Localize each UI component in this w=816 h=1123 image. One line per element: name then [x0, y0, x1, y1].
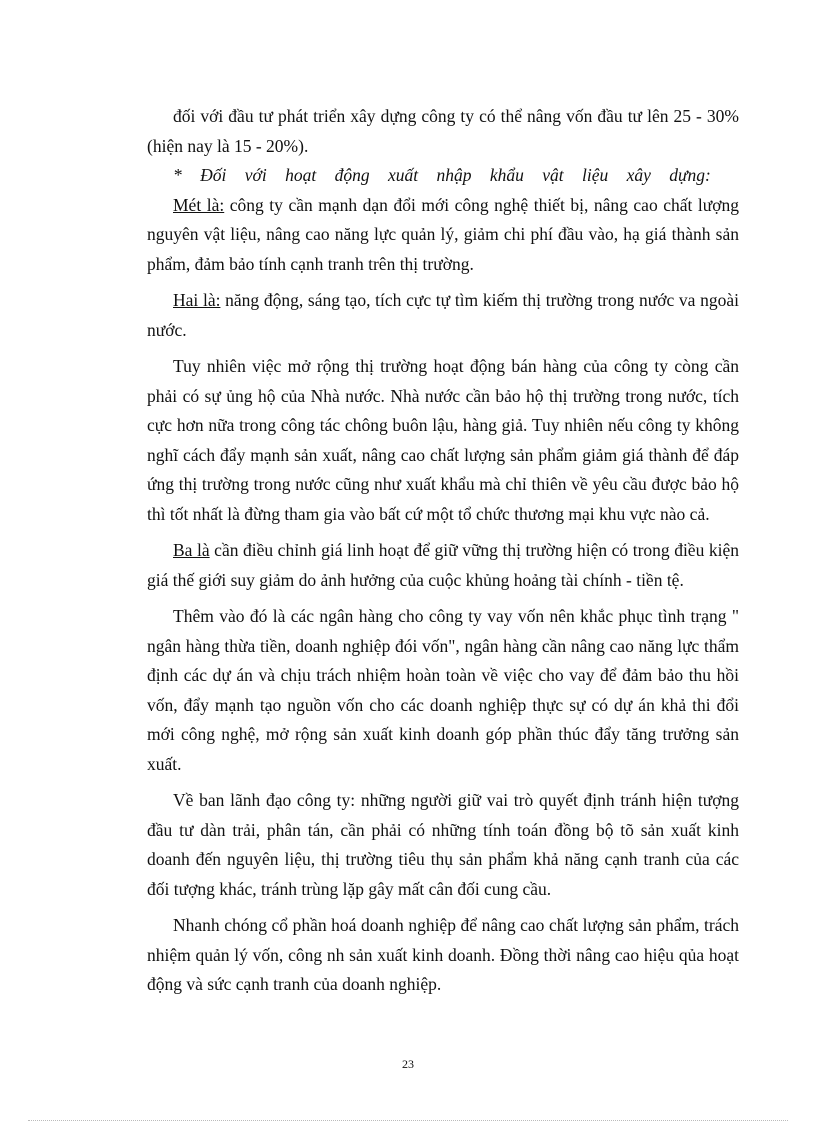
paragraph-1: đối với đầu tư phát triển xây dựng công ty có thể nâng vốn đầu tư lên 25 - 30% (hiện nay là 15 - 20%).: [147, 106, 739, 156]
paragraph-2-heading: * Đối với hoạt động xuất nhập khẩu vật liệu xây dựng:: [173, 165, 711, 185]
page-bottom-divider: [28, 1120, 788, 1121]
page-number: 23: [402, 1057, 414, 1071]
paragraph-4: [147, 286, 739, 345]
paragraph-8: Về ban lãnh đạo công ty: những người giữ vai trò quyết định tránh hiện tượng đầu tư dàn trải, phân tán, cần phải có những tính toán đồng bộ tõ sản xuất kinh doanh đến nguyên liệu, thị trường tiêu thụ sản phẩm khả năng cạnh tranh của các đối tượng khác, tránh trùng lặp gây mất cân đối cung cầu.: [147, 790, 739, 899]
paragraph-5: Tuy nhiên việc mở rộng thị trường hoạt động bán hàng của công ty còng cần phải có sự ủng hộ của Nhà nước. Nhà nước cần bảo hộ thị trường trong nước, tích cực hơn nữa trong công tác chông buôn lậu, hàng giả. Tuy nhiên nếu công ty không nghĩ cách đẩy mạnh sản xuất, nâng cao chất lượng sản phẩm giảm giá thành để đáp ứng thị trường trong nước cũng như xuất khẩu mà chỉ thiên về yêu cầu được bảo hộ thì tốt nhất là đừng tham gia vào bất cứ một tổ chức thương mại khu vực nào cả.: [147, 356, 739, 524]
paragraph-3: [147, 191, 739, 280]
point-one-text: công ty cần mạnh dạn đổi mới công nghệ thiết bị, nâng cao chất lượng nguyên vật liệu, nâng cao năng lực quản lý, giảm chi phí đầu vào, hạ giá thành sản phẩm, đảm bảo tính cạnh tranh trên thị trường.: [147, 194, 739, 274]
paragraph-7: Thêm vào đó là các ngân hàng cho công ty vay vốn nên khắc phục tình trạng " ngân hàng thừa tiền, doanh nghiệp đói vốn", ngân hàng cần nâng cao năng lực thẩm định các dự án và chịu trách nhiệm hoàn toàn về việc cho vay để đảm bảo thu hồi vốn, đẩy mạnh tạo nguồn vốn cho các doanh nghiệp thực sự có dự án khả thi đổi mới công nghệ, mở rộng sản xuất kinh doanh góp phần thúc đẩy tăng trưởng sản xuất.: [147, 606, 739, 774]
body-text: [147, 102, 739, 1000]
point-two-label: Hai là:: [173, 290, 221, 310]
paragraph-6: [147, 536, 739, 595]
point-three-label: Ba là: [173, 540, 210, 560]
point-two-text: năng động, sáng tạo, tích cực tự tìm kiếm thị trường trong nước va ngoài nước.: [147, 290, 739, 340]
point-one-label: Mét là:: [173, 194, 225, 215]
paragraph-9: Nhanh chóng cổ phần hoá doanh nghiệp để nâng cao chất lượng sản phẩm, trách nhiệm quản lý vốn, công nh sản xuất kinh doanh. Đồng thời nâng cao hiệu qủa hoạt động và sức cạnh tranh của doanh nghiệp.: [147, 915, 739, 994]
point-three-text: cần điều chỉnh giá linh hoạt để giữ vững thị trường hiện có trong điều kiện giá thế giới suy giảm do ảnh hưởng của cuộc khủng hoảng tài chính - tiền tệ.: [147, 540, 739, 590]
